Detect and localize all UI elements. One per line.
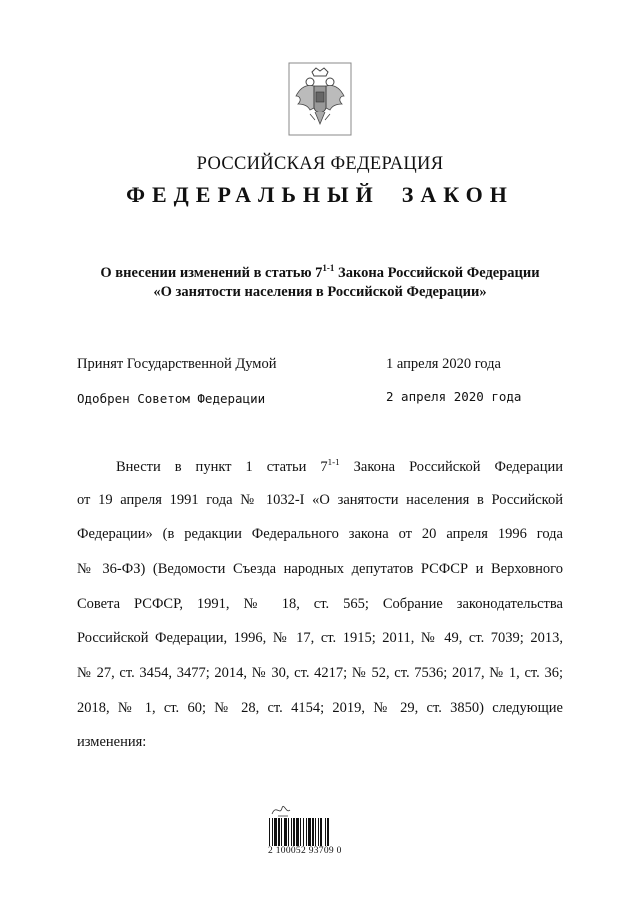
subject-superscript: 1-1 xyxy=(322,263,335,273)
law-subject-line-2: «О занятости населения в Российской Федерации» xyxy=(153,284,487,300)
signature-mark-icon xyxy=(268,800,296,820)
body-line-6: Российской Федерации, 1996, № 17, ст. 1915; 2011, № 49, ст. 7039; 2013, xyxy=(77,630,563,646)
body-line-7: № 27, ст. 3454, 3477; 2014, № 30, ст. 4217; № 52, ст. 7536; 2017, № 1, ст. 36; xyxy=(77,665,563,681)
subject-text-tail: Закона Российской Федерации xyxy=(334,265,540,281)
document-type-word-2: ЗАКОН xyxy=(401,182,514,207)
barcode-icon xyxy=(268,818,362,846)
body-line-1 xyxy=(116,459,563,479)
approved-date: 2 апреля 2020 года xyxy=(386,389,522,404)
country-name: РОССИЙСКАЯ ФЕДЕРАЦИЯ xyxy=(196,154,444,174)
document-type-title xyxy=(0,182,640,208)
body-line-8: 2018, № 1, ст. 60; № 28, ст. 4154; 2019, № 29, ст. 3850) следующие xyxy=(77,700,563,716)
body-text-tail: Закона Российской Федерации xyxy=(339,459,563,475)
law-subject xyxy=(60,264,580,302)
body-line-9: изменения: xyxy=(77,734,147,750)
body-line-4: № 36-ФЗ) (Ведомости Съезда народных депутатов РСФСР и Верховного xyxy=(77,561,563,577)
adopted-label: Принят Государственной Думой xyxy=(77,356,277,372)
document-type-word-1: ФЕДЕРАЛЬНЫЙ xyxy=(126,182,380,207)
body-text: Внести в пункт 1 статьи 7 xyxy=(116,459,328,475)
barcode-number: 2 100052 93709 0 xyxy=(268,846,342,856)
adopted-date: 1 апреля 2020 года xyxy=(386,356,501,372)
approved-label: Одобрен Советом Федерации xyxy=(77,391,266,406)
body-line-3: Федерации» (в редакции Федерального закона от 20 апреля 1996 года xyxy=(77,526,563,542)
law-subject-line-1 xyxy=(60,264,580,283)
body-line-2: от 19 апреля 1991 года № 1032-I «О занятости населения в Российской xyxy=(77,492,563,508)
coat-of-arms-icon xyxy=(288,62,352,136)
body-line-5: Совета РСФСР, 1991, № 18, ст. 565; Собрание законодательства xyxy=(77,596,563,612)
body-superscript: 1-1 xyxy=(327,459,340,467)
subject-text: О внесении изменений в статью 7 xyxy=(100,265,323,281)
